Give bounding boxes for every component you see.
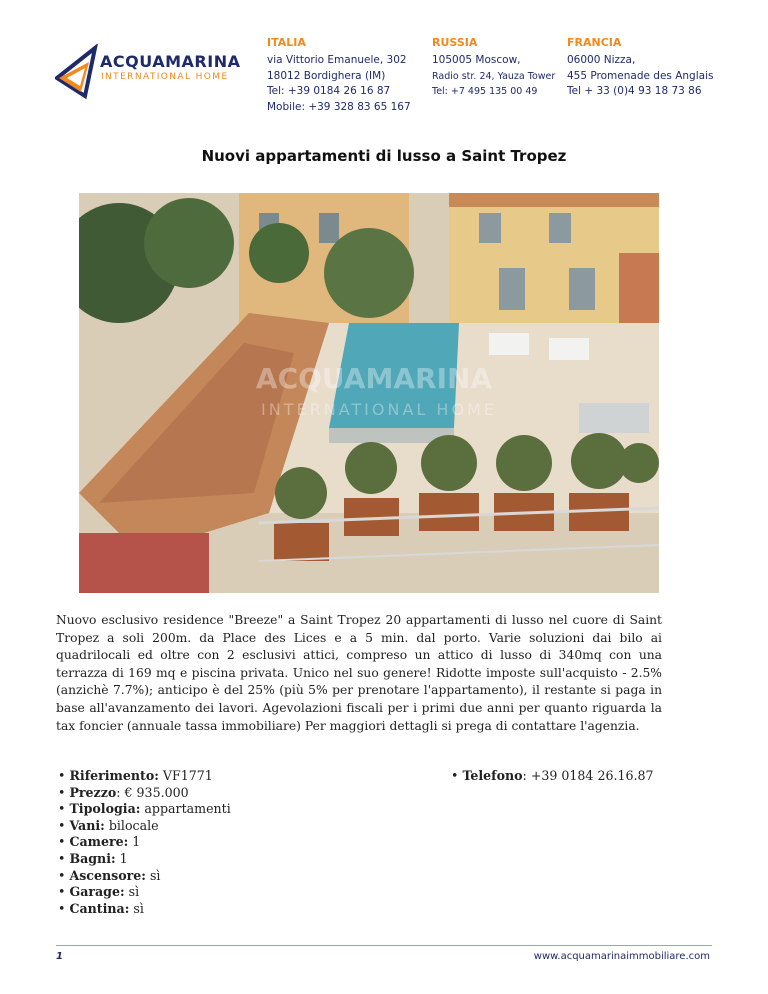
office-russia: [432, 36, 555, 100]
contact-phone: [451, 768, 654, 785]
watermark-subtitle: INTERNATIONAL HOME: [261, 400, 497, 419]
office-address-line: Radio str. 24, Yauza Tower: [432, 70, 556, 82]
contact-label: Telefono: [462, 768, 523, 783]
office-title: RUSSIA: [432, 36, 478, 49]
list-item: [58, 884, 231, 901]
office-phone: Tel: +7 495 135 00 49: [432, 86, 538, 97]
feature-list: [58, 768, 231, 917]
feature-label: Garage:: [69, 884, 125, 900]
feature-label: Cantina:: [69, 900, 130, 916]
office-address-line: 105005 Moscow,: [432, 54, 521, 66]
logo-subtitle: INTERNATIONAL HOME: [101, 72, 229, 82]
list-item: [58, 801, 231, 818]
feature-value: sì: [149, 867, 161, 883]
list-item: [58, 851, 231, 868]
feature-value: sì: [133, 900, 144, 916]
feature-label: Camere:: [69, 834, 129, 850]
list-item: [58, 901, 231, 918]
feature-label: Tipologia:: [69, 801, 141, 817]
list-item: [58, 785, 231, 802]
office-address-line: via Vittorio Emanuele, 302: [267, 54, 407, 66]
office-francia: [567, 36, 713, 100]
list-item: [58, 834, 231, 851]
feature-value: 1: [119, 850, 128, 866]
property-photo: [79, 193, 659, 593]
footer-divider: [56, 945, 712, 946]
office-address-line: 18012 Bordighera (IM): [267, 69, 386, 82]
watermark-name: ACQUAMARINA: [255, 362, 493, 395]
logo-name: ACQUAMARINA: [100, 52, 241, 71]
office-address-line: 455 Promenade des Anglais: [567, 69, 714, 82]
list-item: [58, 868, 231, 885]
logo-mark-icon: [55, 44, 99, 100]
contact-value: +39 0184 26.16.87: [530, 768, 654, 783]
feature-value: 1: [132, 834, 141, 850]
office-phone: Tel + 33 (0)4 93 18 73 86: [567, 85, 702, 97]
office-title: ITALIA: [267, 36, 306, 49]
feature-label: Riferimento:: [69, 768, 159, 783]
feature-value: VF1771: [162, 768, 213, 783]
letterhead: [0, 0, 768, 120]
feature-label: Ascensore:: [69, 867, 146, 883]
feature-separator: :: [116, 784, 121, 800]
feature-value: bilocale: [108, 817, 159, 833]
feature-label: Vani:: [69, 817, 105, 833]
list-item: [58, 768, 231, 785]
office-italia: [267, 36, 411, 115]
feature-value: sì: [128, 884, 140, 900]
company-logo: [55, 44, 245, 100]
office-title: FRANCIA: [567, 36, 622, 49]
feature-value: appartamenti: [144, 801, 231, 817]
feature-value: € 935.000: [124, 784, 189, 800]
office-phone: Tel: +39 0184 26 16 87: [267, 85, 391, 97]
office-mobile: Mobile: +39 328 83 65 167: [267, 100, 411, 113]
feature-label: Prezzo: [69, 784, 117, 800]
list-item: [58, 818, 231, 835]
website-link[interactable]: www.acquamarinaimmobiliare.com: [533, 951, 710, 962]
page-title: Nuovi appartamenti di lusso a Saint Tropez: [201, 147, 567, 165]
feature-label: Bagni:: [69, 850, 116, 866]
office-address-line: 06000 Nizza,: [567, 54, 636, 66]
property-description: Nuovo esclusivo residence "Breeze" a Saint Tropez 20 appartamenti di lusso nel cuore di Saint Tropez a soli 200m. da Place des Lices e a 5 min. dal porto. Varie soluzioni dai bilo ai quadrilocali ed oltre con 2 esclusivi attici, compreso un attico di lusso di 340mq con una terrazza di 169 mq e piscina privata. Unico nel suo genere! Ridotte imposte sull'acquisto - 2.5% (anzichè 7.7%); anticipo è del 25% (più 5% per prenotare l'appartamento), il restante si paga in base all'avanzamento dei lavori. Agevolazioni fiscali per i primi due anni per quanto riguarda la tax foncier (annuale tassa immobiliare) Per maggiori dettagli si prega di contattare l'agenzia.: [56, 613, 662, 733]
contact-separator: :: [522, 768, 527, 783]
page-number: 1: [56, 951, 63, 962]
